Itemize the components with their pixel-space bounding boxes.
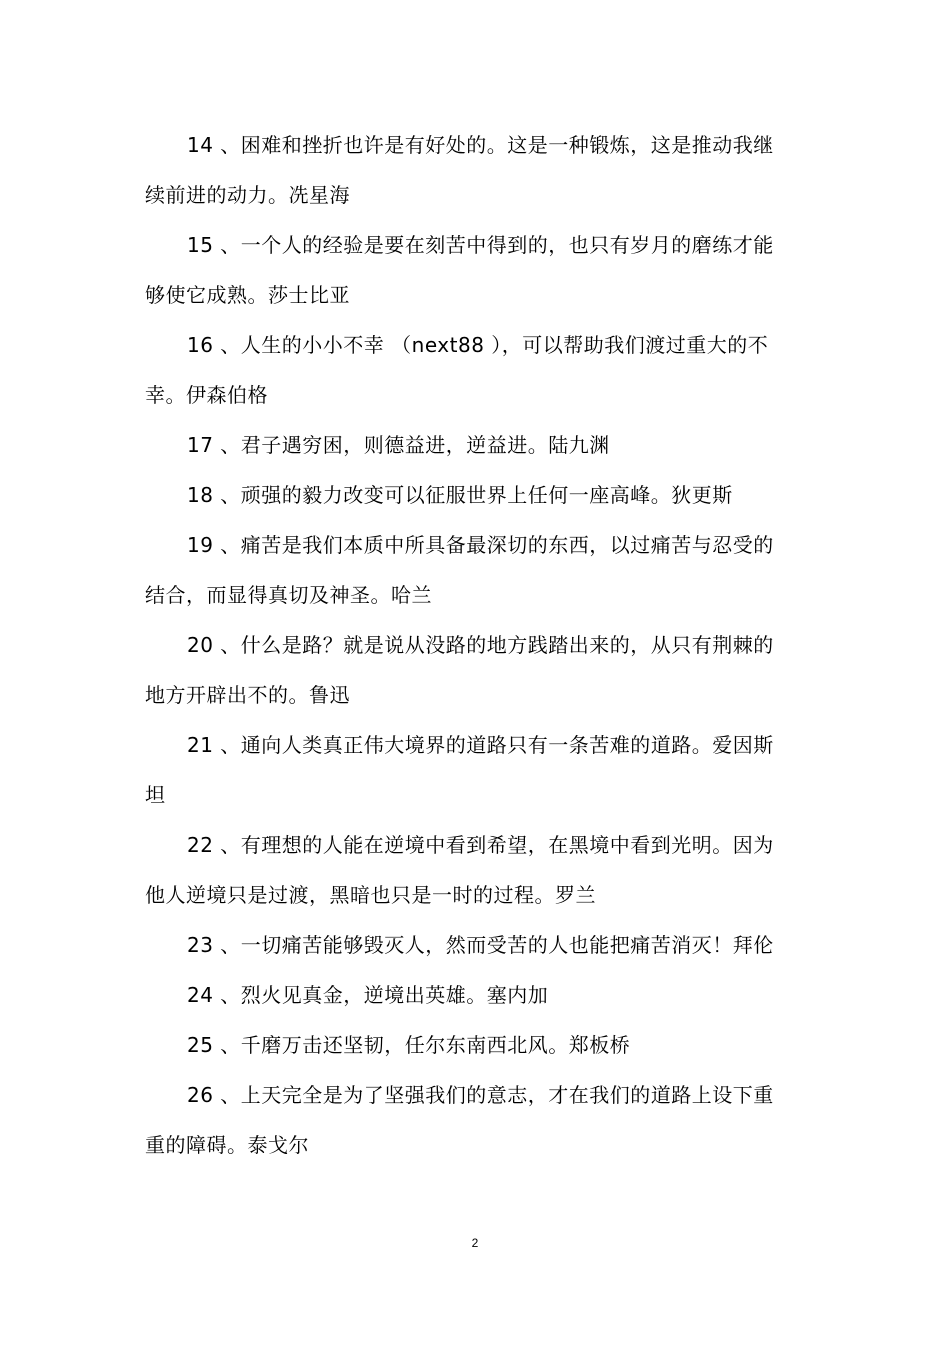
quote-paragraph-24: 24 、烈火见真金，逆境出英雄。塞内加: [187, 983, 549, 1007]
page-number: 2: [471, 1236, 479, 1250]
quote-paragraph-20: 20 、什么是路？就是说从没路的地方践踏出来的，从只有荆棘的地方开辟出不的。鲁迅: [145, 633, 774, 707]
quote-paragraph-22: 22 、有理想的人能在逆境中看到希望，在黑境中看到光明。因为他人逆境只是过渡，黑暗也只是一时的过程。罗兰: [145, 833, 774, 907]
quote-paragraph-23: 23 、一切痛苦能够毁灭人，然而受苦的人也能把痛苦消灭！拜伦: [187, 933, 774, 957]
quote-paragraph-19: 19 、痛苦是我们本质中所具备最深切的东西，以过痛苦与忍受的结合，而显得真切及神圣。哈兰: [145, 533, 774, 607]
quote-paragraph-15: 15 、一个人的经验是要在刻苦中得到的，也只有岁月的磨练才能够使它成熟。莎士比亚: [145, 233, 774, 307]
quote-paragraph-14: 14 、困难和挫折也许是有好处的。这是一种锻炼，这是推动我继续前进的动力。冼星海: [145, 133, 774, 207]
quote-paragraph-16: 16 、人生的小小不幸 （next88 ），可以帮助我们渡过重大的不幸。伊森伯格: [145, 333, 769, 407]
quote-list: [145, 120, 785, 1170]
quote-paragraph-25: 25 、千磨万击还坚韧，任尔东南西北风。郑板桥: [187, 1033, 631, 1057]
quote-paragraph-17: 17 、君子遇穷困，则德益进，逆益进。陆九渊: [187, 433, 610, 457]
quote-paragraph-18: 18 、顽强的毅力改变可以征服世界上任何一座高峰。狄更斯: [187, 483, 733, 507]
quote-paragraph-26: 26 、上天完全是为了坚强我们的意志，才在我们的道路上设下重重的障碍。泰戈尔: [145, 1083, 774, 1157]
quote-paragraph-21: 21 、通向人类真正伟大境界的道路只有一条苦难的道路。爱因斯坦: [145, 733, 774, 807]
